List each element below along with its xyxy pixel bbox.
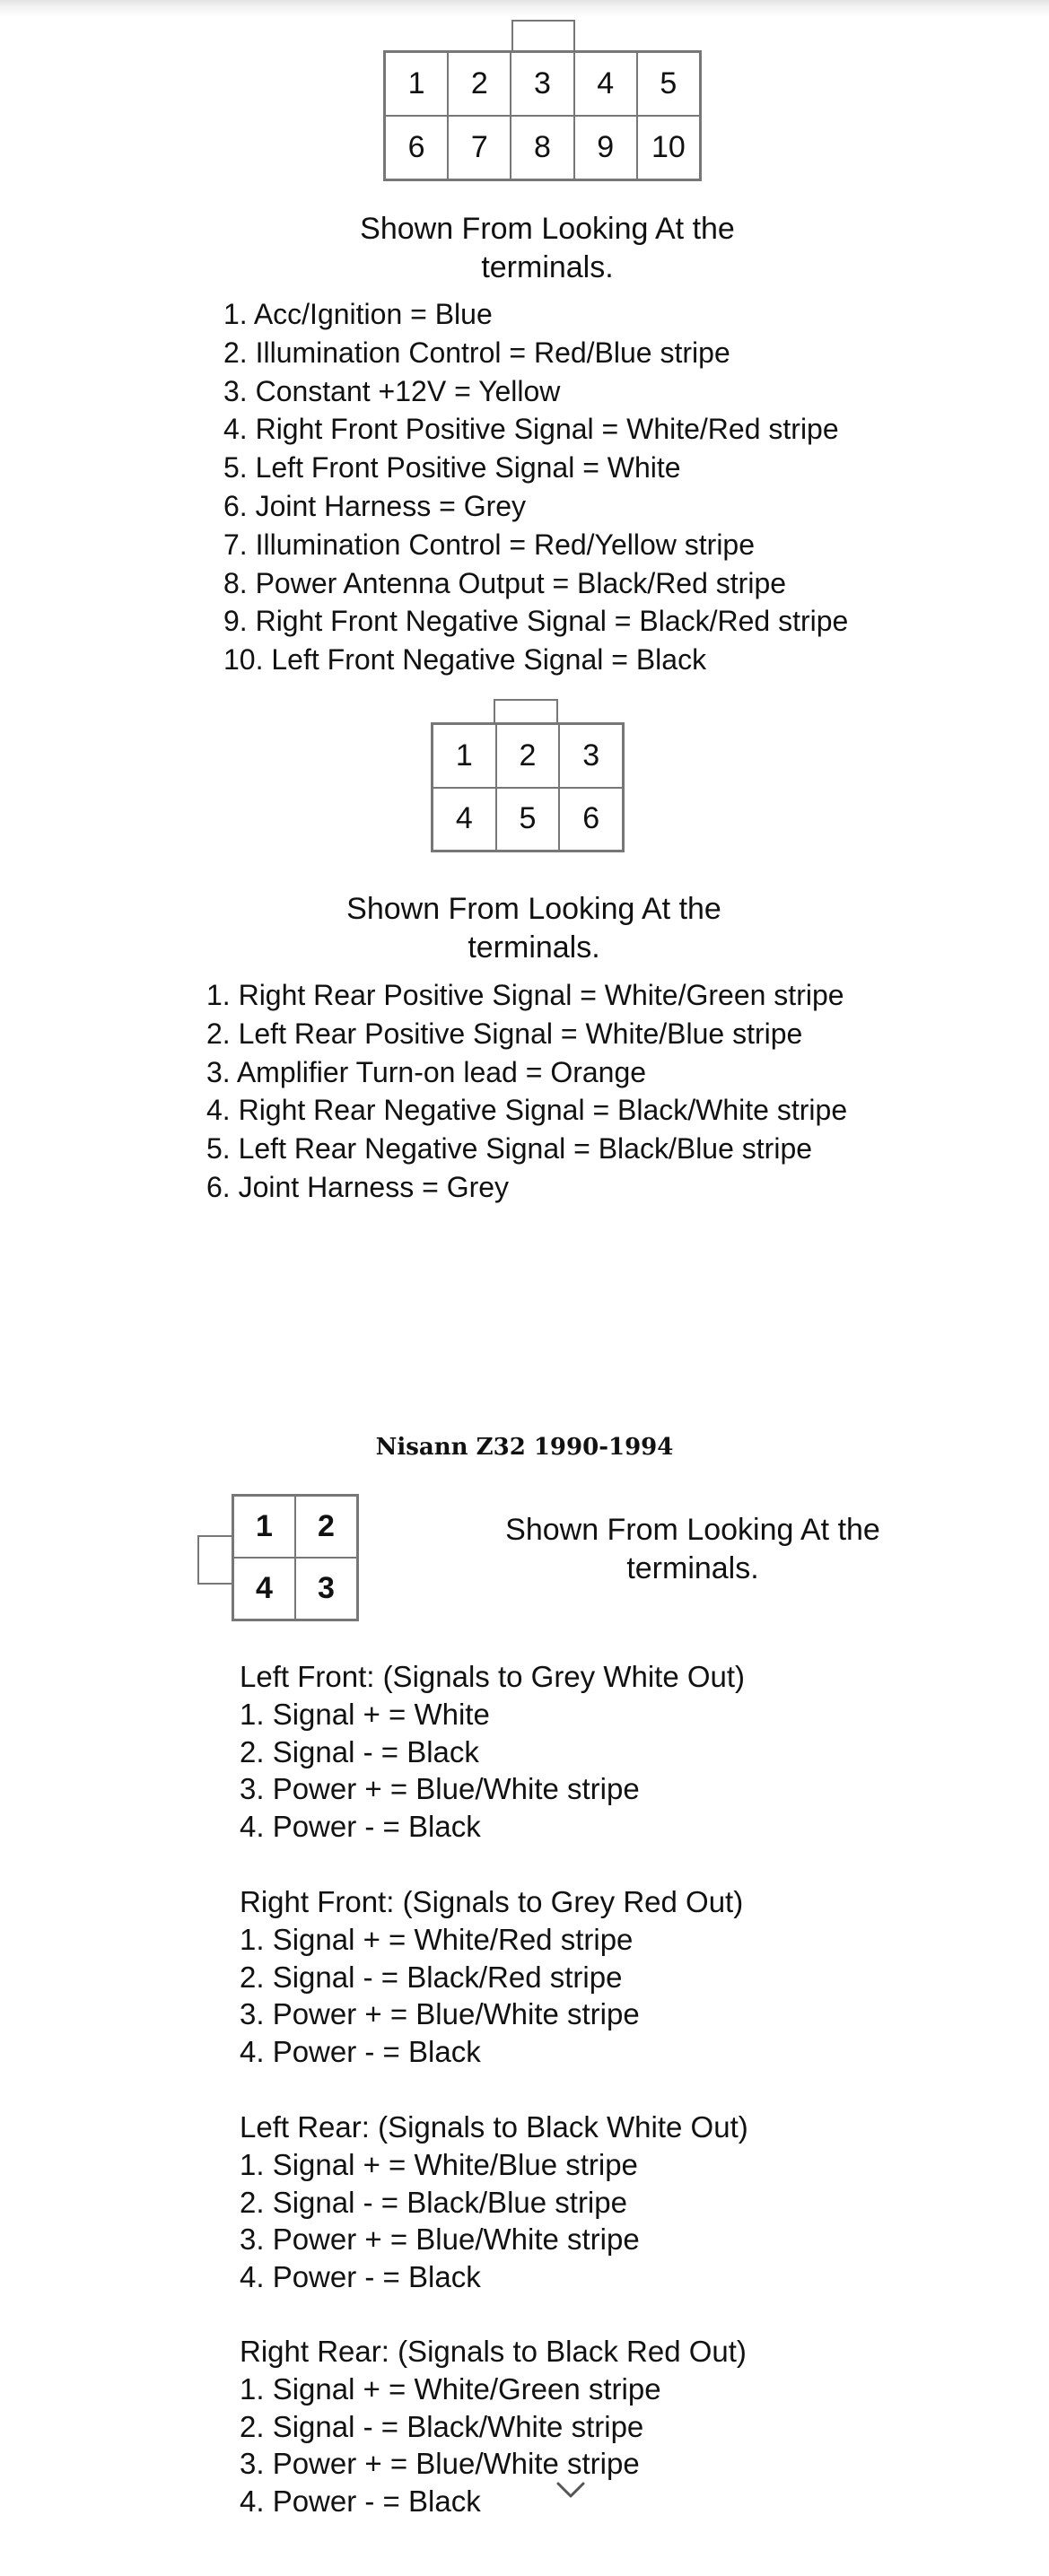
section-line: 1. Signal + = White bbox=[240, 1697, 490, 1731]
pin-item: 1. Right Rear Positive Signal = White/Green stripe bbox=[206, 979, 844, 1011]
connector3-caption bbox=[468, 1511, 917, 1588]
pin-item: 3. Constant +12V = Yellow bbox=[223, 374, 561, 407]
section-line: 4. Power - = Black bbox=[240, 1810, 481, 1844]
pin-item: 5. Left Rear Negative Signal = Black/Blue stripe bbox=[206, 1132, 813, 1166]
connector1-key-tab bbox=[511, 20, 575, 52]
section-line: 2. Signal - = Black/White stripe bbox=[240, 2409, 644, 2443]
connector2-pin-list bbox=[206, 976, 847, 1207]
pin-item: 6. Joint Harness = Grey bbox=[206, 1170, 510, 1203]
section-line: 4. Power - = Black bbox=[240, 2484, 481, 2519]
connector2-terminal: 3 bbox=[559, 724, 623, 788]
connector2-terminal: 6 bbox=[559, 788, 623, 851]
connector1-terminal: 1 bbox=[385, 52, 448, 116]
section-line: 3. Power + = Blue/White stripe bbox=[240, 2447, 640, 2481]
pin-item: 2. Illumination Control = Red/Blue stripe bbox=[223, 336, 730, 369]
section-line: 2. Signal - = Black/Red stripe bbox=[240, 1960, 623, 1994]
connector1-terminal: 9 bbox=[574, 116, 637, 179]
section-line: 1. Signal + = White/Green stripe bbox=[240, 2371, 661, 2406]
pin-item: 4. Right Rear Negative Signal = Black/White stripe bbox=[206, 1094, 848, 1127]
pin-item: 8. Power Antenna Output = Black/Red stripe bbox=[223, 566, 787, 599]
section-line: 4. Power - = Black bbox=[240, 2035, 481, 2069]
caption-line: terminals. bbox=[468, 930, 600, 965]
section-line: 3. Power + = Blue/White stripe bbox=[240, 2222, 640, 2257]
section-heading: Left Front: (Signals to Grey White Out) bbox=[240, 1660, 746, 1693]
section-heading: Right Front: (Signals to Grey Red Out) bbox=[240, 1885, 744, 1918]
section-line: 1. Signal + = White/Blue stripe bbox=[240, 2147, 638, 2181]
section-heading: Right Rear: (Signals to Black Red Out) bbox=[240, 2335, 747, 2368]
connector3-key-tab bbox=[197, 1535, 233, 1585]
connector1-terminal: 10 bbox=[637, 116, 700, 179]
top-shadow-bar bbox=[0, 0, 1049, 18]
pin-item: 4. Right Front Positive Signal = White/Red stripe bbox=[223, 413, 839, 446]
pin-item: 6. Joint Harness = Grey bbox=[223, 489, 527, 522]
connector1-terminal: 5 bbox=[637, 52, 700, 116]
connector1-terminal: 3 bbox=[511, 52, 573, 116]
section-line: 2. Signal - = Black/Blue stripe bbox=[240, 2185, 627, 2219]
section-right-front bbox=[240, 1883, 743, 2071]
caption-line: terminals. bbox=[481, 250, 614, 284]
connector1-terminal: 4 bbox=[574, 52, 637, 116]
connector1-diagram bbox=[383, 50, 702, 181]
section-line: 1. Signal + = White/Red stripe bbox=[240, 1922, 634, 1956]
connector1-pin-list bbox=[223, 295, 848, 679]
connector2-caption bbox=[310, 890, 758, 967]
connector3-terminal: 4 bbox=[233, 1558, 295, 1620]
connector2-diagram bbox=[431, 722, 625, 852]
connector2-terminal: 2 bbox=[496, 724, 560, 788]
pin-item: 10. Left Front Negative Signal = Black bbox=[223, 643, 707, 677]
connector1-caption bbox=[323, 210, 772, 287]
section-left-rear bbox=[240, 2109, 748, 2296]
pin-item: 3. Amplifier Turn-on lead = Orange bbox=[206, 1055, 647, 1088]
pin-item: 9. Right Front Negative Signal = Black/Red stripe bbox=[223, 605, 849, 638]
caption-line: Shown From Looking At the bbox=[360, 212, 735, 246]
connector1-terminal: 7 bbox=[448, 116, 511, 179]
section-left-front bbox=[240, 1658, 745, 1846]
caption-line: terminals. bbox=[626, 1551, 759, 1585]
connector2-terminal: 5 bbox=[496, 788, 560, 851]
section-line: 4. Power - = Black bbox=[240, 2260, 481, 2294]
connector3-terminal: 3 bbox=[295, 1558, 357, 1620]
section-heading: Left Rear: (Signals to Black White Out) bbox=[240, 2110, 748, 2144]
connector3-diagram bbox=[232, 1494, 359, 1621]
connector3-terminal: 1 bbox=[233, 1496, 295, 1558]
section-line: 3. Power + = Blue/White stripe bbox=[240, 1997, 640, 2031]
caption-line: Shown From Looking At the bbox=[505, 1513, 880, 1547]
connector1-terminal: 6 bbox=[385, 116, 448, 179]
connector2-terminal: 1 bbox=[433, 724, 496, 788]
connector3-terminal: 2 bbox=[295, 1496, 357, 1558]
chevron-down-icon[interactable] bbox=[553, 2473, 589, 2509]
pin-item: 7. Illumination Control = Red/Yellow stripe bbox=[223, 528, 756, 561]
section-title: Nisann Z32 1990-1994 bbox=[375, 1434, 674, 1461]
section-right-rear bbox=[240, 2333, 747, 2520]
pin-item: 5. Left Front Positive Signal = White bbox=[223, 451, 681, 485]
connector1-terminal: 2 bbox=[448, 52, 511, 116]
section-line: 3. Power + = Blue/White stripe bbox=[240, 1772, 640, 1806]
pin-item: 1. Acc/Ignition = Blue bbox=[223, 298, 493, 330]
connector2-terminal: 4 bbox=[433, 788, 496, 851]
connector1-terminal: 8 bbox=[511, 116, 573, 179]
pin-item: 2. Left Rear Positive Signal = White/Blue stripe bbox=[206, 1017, 803, 1050]
caption-line: Shown From Looking At the bbox=[346, 892, 721, 926]
section-line: 2. Signal - = Black bbox=[240, 1734, 479, 1768]
